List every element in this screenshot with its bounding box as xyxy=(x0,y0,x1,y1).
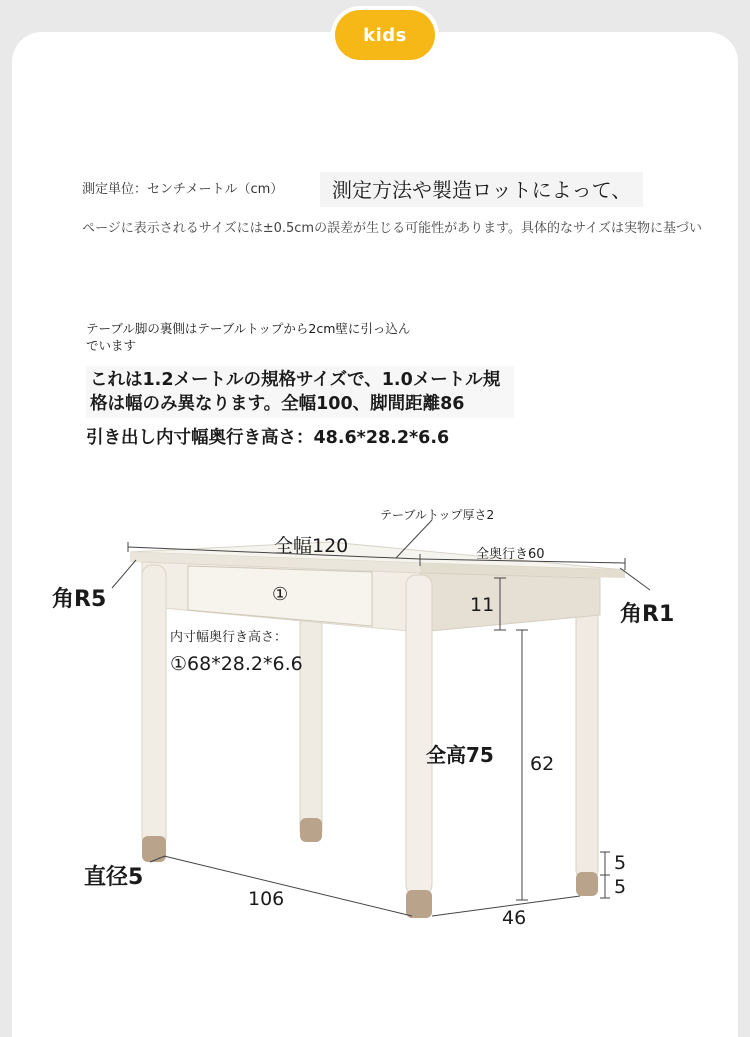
apron-height-label: 11 xyxy=(470,594,495,616)
full-width-label: 全幅120 xyxy=(274,535,349,557)
inner-size-label: 内寸幅奥行き高さ： xyxy=(170,630,288,645)
inner-size-value: ①68*28.2*6.6 xyxy=(170,653,303,675)
back-left-foot xyxy=(300,818,322,842)
corner-right-label: 角R1 xyxy=(620,602,675,627)
leg-span-depth-label: 46 xyxy=(502,907,527,929)
back-right-foot xyxy=(576,872,598,896)
back-left-leg xyxy=(300,600,322,840)
spec-note: これは1.2メートルの規格サイズで、1.0メートル規格は幅のみ異なります。全幅100、脚間距離86 xyxy=(86,366,514,418)
drawer-inner-size: 引き出し内寸幅奥行き高さ：48.6*28.2*6.6 xyxy=(86,428,450,448)
leg-note: テーブル脚の裏側はテーブルトップから2cm壁に引っ込んでいます xyxy=(86,321,411,353)
foot-top-label: 5 xyxy=(614,852,627,874)
top-thickness-label: テーブルトップ厚さ2 xyxy=(380,508,495,522)
leg-span-width-line xyxy=(164,856,412,916)
unit-text: 測定単位：センチメートル（cm） xyxy=(82,182,284,197)
kids-badge-label: kids xyxy=(335,10,435,60)
full-depth-label: 全奥行き60 xyxy=(476,547,545,562)
corner-right-leader xyxy=(620,568,650,590)
front-left-leg xyxy=(142,565,166,847)
front-right-foot xyxy=(406,890,432,918)
front-right-leg xyxy=(406,575,432,895)
apron-side xyxy=(420,573,600,632)
corner-left-label: 角R5 xyxy=(52,587,107,612)
tolerance-text: ページに表示されるサイズには±0.5cmの誤差が生じる可能性があります。具体的なサイズは実物に基づい xyxy=(82,221,702,236)
leg-height-label: 62 xyxy=(530,753,555,775)
diameter-label: 直径5 xyxy=(84,865,144,890)
back-right-leg xyxy=(576,600,598,880)
leg-span-width-label: 106 xyxy=(248,888,285,910)
method-text: 測定方法や製造ロットによって、 xyxy=(320,172,643,207)
corner-left-leader xyxy=(112,560,136,588)
drawer-number: ① xyxy=(272,584,289,605)
foot-bottom-label: 5 xyxy=(614,876,627,898)
front-left-foot xyxy=(142,836,166,862)
full-height-label: 全高75 xyxy=(426,743,494,767)
